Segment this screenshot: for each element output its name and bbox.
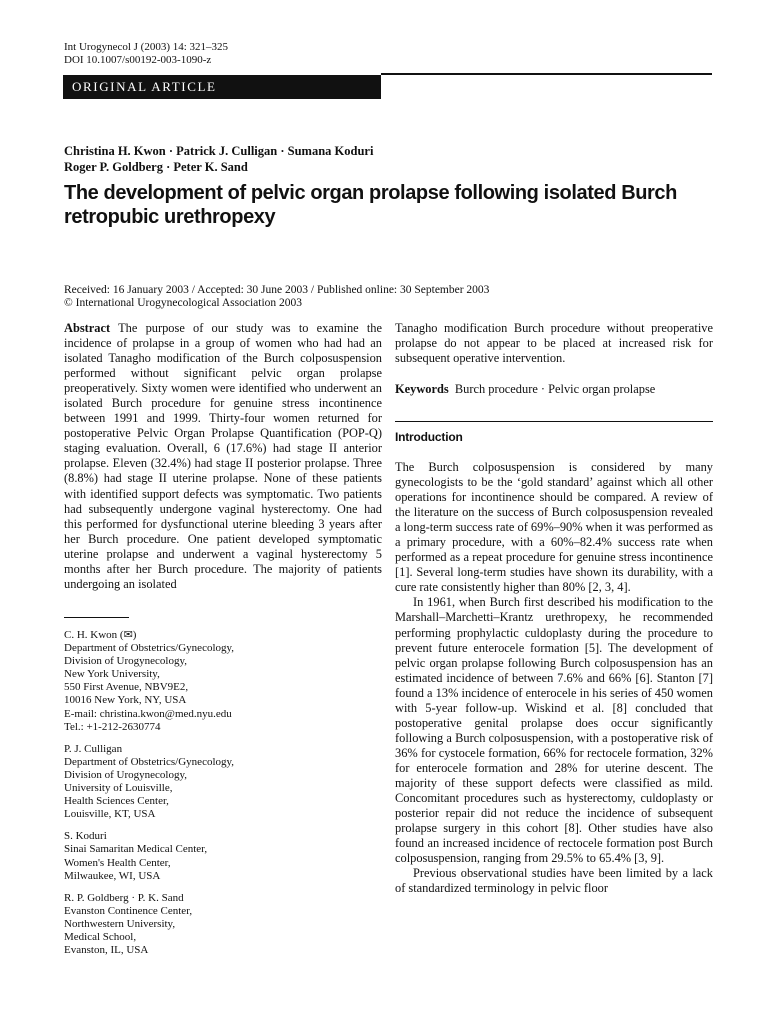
article-type-label: ORIGINAL ARTICLE xyxy=(72,79,217,94)
copyright: © International Urogynecological Association 2003 xyxy=(64,297,303,309)
abstract-continuation: Tanagho modification Burch procedure without preoperative prolapse do not appear to be placed at increased risk for subsequent operative intervention. xyxy=(395,321,713,366)
article-type-banner xyxy=(63,75,381,99)
journal-citation: Int Urogynecol J (2003) 14: 321–325 xyxy=(64,41,229,53)
footnote-rule xyxy=(64,617,129,618)
affiliation-line: S. Koduri xyxy=(64,830,107,843)
header-rule xyxy=(381,73,712,75)
affiliation-block xyxy=(64,830,364,882)
affiliation-line: 10016 New York, NY, USA xyxy=(64,694,187,707)
keywords-text: Burch procedure · Pelvic organ prolapse xyxy=(454,382,656,397)
doi: DOI 10.1007/s00192-003-1090-z xyxy=(64,54,212,66)
section-rule xyxy=(395,421,713,422)
affiliation-block xyxy=(64,743,364,822)
affiliation-line: Evanston, IL, USA xyxy=(64,944,149,957)
affiliation-line: Division of Urogynecology, xyxy=(64,768,188,781)
author-affiliations xyxy=(64,629,364,966)
affiliation-line: Evanston Continence Center, xyxy=(64,904,193,917)
keywords-label: Keywords xyxy=(395,382,449,397)
intro-paragraph-1: The Burch colposuspension is considered by many gynecologists to be the ‘gold standard’ against which all other operations for incontinence should be compared. A review of the literature on the success of Burch colposuspension revealed a long-term success rate of 69%–90% when it was performed as a primary procedure, with a 60%–82.4% success rate when performed as a repeat procedure for genuine stress incontinence [1]. Several long-term studies have shown its durability, with a cure rate consistently higher than 80% [2, 3, 4]. xyxy=(395,460,713,595)
author-list-line-2: Roger P. Goldberg · Peter K. Sand xyxy=(64,160,248,174)
affiliation-line: Division of Urogynecology, xyxy=(64,655,188,668)
affiliation-line: Women's Health Center, xyxy=(64,856,171,869)
affiliation-line: E-mail: christina.kwon@med.nyu.edu xyxy=(64,707,232,720)
publication-dates: Received: 16 January 2003 / Accepted: 30 June 2003 / Published online: 30 September 2003 xyxy=(64,284,490,296)
affiliation-line: Tel.: +1-212-2630774 xyxy=(64,720,161,733)
author-list-line-1: Christina H. Kwon · Patrick J. Culligan · Sumana Koduri xyxy=(64,144,374,158)
affiliation-line: University of Louisville, xyxy=(64,782,173,795)
affiliation-line: 550 First Avenue, NBV9E2, xyxy=(64,681,189,694)
abstract xyxy=(64,321,382,592)
affiliation-line: Health Sciences Center, xyxy=(64,795,169,808)
affiliation-line: Department of Obstetrics/Gynecology, xyxy=(64,755,235,768)
section-heading-introduction: Introduction xyxy=(395,430,463,444)
abstract-label: Abstract xyxy=(64,321,111,335)
article-title: The development of pelvic organ prolapse following isolated Burch retropubic urethropexy xyxy=(64,182,677,228)
affiliation-line: New York University, xyxy=(64,668,160,681)
affiliation-block xyxy=(64,892,364,957)
abstract-continuation-block xyxy=(395,321,713,397)
affiliation-line: Department of Obstetrics/Gynecology, xyxy=(64,642,235,655)
affiliation-line: Medical School, xyxy=(64,930,137,943)
affiliation-line: P. J. Culligan xyxy=(64,742,123,755)
affiliation-line: Milwaukee, WI, USA xyxy=(64,869,161,882)
affiliation-line: Northwestern University, xyxy=(64,917,176,930)
affiliation-line: C. H. Kwon (✉) xyxy=(64,629,137,641)
affiliation-line: Louisville, KT, USA xyxy=(64,808,156,821)
intro-paragraph-2: In 1961, when Burch first described his modification to the Marshall–Marchetti–Krantz urethropexy, he recommended performing prophylactic culdoplasty during the procedure to prevent future enterocele formation [5]. The development of pelvic organ prolapse following Burch colposuspension has an estimated incidence of between 7.6% and 66% [6]. Stanton [7] found a 13% incidence of enterocele in his series of 450 women with 5-year follow-up. Wiskind et al. [8] concluded that postoperative genital prolapse does occur significantly following a Burch colposuspension, with a postoperative risk of 36% for cystocele formation, 66% for rectocele formation, 32% for enterocele formation and 28% for uterine descent. The majority of these support defects were classified as mild. Concomitant procedures such as hysterectomy, culdoplasty or posterior repair did not reduce the incidence of subsequent prolapse surgery in this cohort [8]. Other studies have also found an increased incidence of rectocele formation post Burch colposuspension, ranging from 29.5% to 65.4% [3, 9]. xyxy=(395,595,713,866)
abstract-text: The purpose of our study was to examine the incidence of prolapse in a group of women who had had an isolated Tanagho modification of the Burch colposuspension performed without significant pelvic organ prolapse preoperatively. Sixty women were identified who underwent an isolated Burch procedure for genuine stress incontinence between 1991 and 1999. Thirty-four women returned for postoperative Pelvic Organ Prolapse Quantification (POP-Q) staging evaluation. Overall, 6 (17.6%) had stage II anterior prolapse. Eleven (32.4%) had stage II posterior prolapse. Three (8.8%) had stage II uterine prolapse. None of these patients with identified support defects was symptomatic. Two patients had subsequently undergone vaginal hysterectomy. One had this performed for dysfunctional uterine bleeding 3 years after her Burch procedure. One patient developed symptomatic uterine prolapse and underwent a vaginal hysterectomy 5 months after her Burch procedure. The majority of patients undergoing an isolated xyxy=(64,321,383,591)
affiliation-line: Sinai Samaritan Medical Center, xyxy=(64,843,208,856)
affiliation-block xyxy=(64,629,364,734)
intro-paragraph-3: Previous observational studies have been limited by a lack of standardized terminology in pelvic floor xyxy=(395,866,713,896)
keywords xyxy=(395,382,713,397)
introduction-body xyxy=(395,460,713,896)
affiliation-line: R. P. Goldberg · P. K. Sand xyxy=(64,891,184,904)
